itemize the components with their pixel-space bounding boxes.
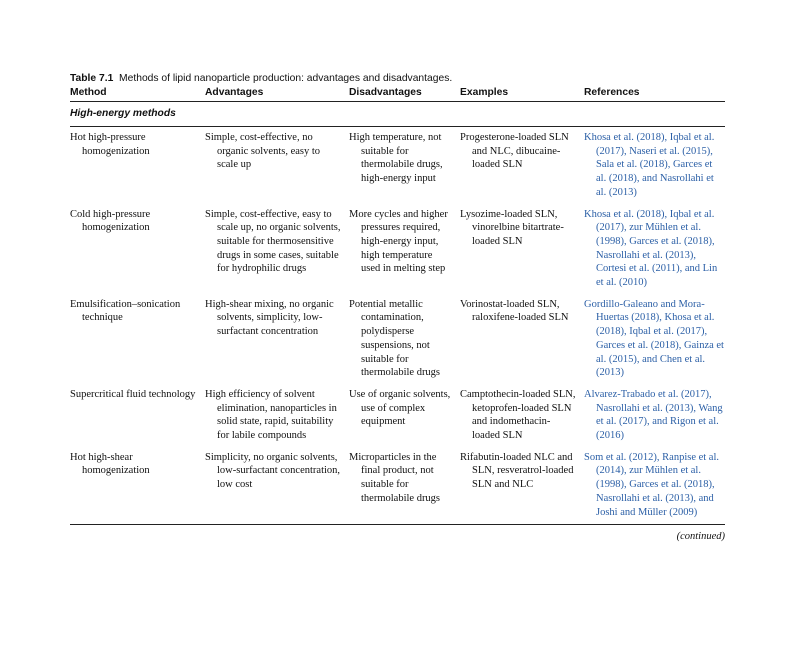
column-header-advantages: Advantages [205,86,349,102]
table-row [70,127,725,204]
advantages-cell: Simplicity, no organic solvents, low-surfactant concentration, low cost [205,447,349,525]
examples-cell: Rifabutin-loaded NLC and SLN, resveratrol-loaded SLN and NLC [460,447,584,525]
table-row [70,447,725,525]
advantages-cell: High-shear mixing, no organic solvents, simplicity, low-surfactant concentration [205,298,334,338]
references-cell[interactable]: Khosa et al. (2018), Iqbal et al. (2017), zur Mühlen et al. (1998), Garces et al. (2018), Nasrollahi et al. (2013), Cortesi et al. (2011), and Lin et al. (2010) [584,208,718,289]
references-cell[interactable]: Alvarez-Trabado et al. (2017), Nasrollahi et al. (2013), Wang et al. (2017), and Rigon et al. (2016) [584,388,723,442]
table-label: Table 7.1 [70,73,114,84]
method-cell: Supercritical fluid technology [70,388,196,400]
table-row [70,204,725,294]
references-cell[interactable]: Gordillo-Galeano and Mora-Huertas (2018), Khosa et al. (2018), Iqbal et al. (2017), Garces et al. (2018), Gainza et al. (2015), and Chen et al. (2013) [584,298,724,379]
disadvantages-cell: Potential metallic contamination, polydisperse suspensions, not suitable for thermolabile drugs [349,298,441,379]
table-row [70,294,725,384]
examples-cell: Progesterone-loaded SLN and NLC, dibucaine-loaded SLN [460,132,569,171]
disadvantages-cell: Microparticles in the final product, not suitable for thermolabile drugs [349,447,460,525]
table-title: Methods of lipid nanoparticle production: advantages and disadvantages. [119,73,453,84]
table-page [70,72,725,542]
method-cell: Hot high-pressure homogenization [70,132,150,157]
references-cell[interactable]: Khosa et al. (2018), Iqbal et al. (2017), Naseri et al. (2015), Sala et al. (2018), Garces et al. (2018), and Nasrollahi et al. (2013) [584,132,715,198]
disadvantages-cell: Use of organic solvents, use of complex equipment [349,388,451,428]
advantages-cell: High efficiency of solvent elimination, nanoparticles in solid state, rapid, suitability for labile compounds [205,388,337,442]
disadvantages-cell: More cycles and higher pressures required, high-energy input, high temperature used in melting step [349,208,448,275]
advantages-cell: Simple, cost-effective, no organic solvents, easy to scale up [205,132,321,171]
section-heading: High-energy methods [70,102,725,127]
column-header-disadvantages: Disadvantages [349,86,460,102]
section-row [70,102,725,127]
header-row [70,86,725,102]
column-header-examples: Examples [460,86,584,102]
method-cell: Hot high-shear homogenization [70,447,205,525]
examples-cell: Camptothecin-loaded SLN, ketoprofen-loaded SLN and indomethacin-loaded SLN [460,388,576,442]
methods-table [70,86,725,525]
method-cell: Emulsification–sonication technique [70,298,181,324]
examples-cell: Vorinostat-loaded SLN, raloxifene-loaded SLN [460,298,569,324]
examples-cell: Lysozime-loaded SLN, vinorelbine bitartrate-loaded SLN [460,208,564,247]
continued-note: (continued) [676,531,725,543]
references-cell[interactable]: Som et al. (2012), Ranpise et al. (2014), zur Mühlen et al. (1998), Garces et al. (2018), Nasrollahi et al. (2013), and Joshi and Müller (2009) [584,447,725,525]
column-header-method: Method [70,86,205,102]
table-caption [70,72,725,85]
disadvantages-cell: High temperature, not suitable for thermolabile drugs, high-energy input [349,132,443,185]
method-cell: Cold high-pressure homogenization [70,208,151,234]
advantages-cell: Simple, cost-effective, easy to scale up, no organic solvents, suitable for thermosensitive drugs in some cases, suitable for hydrophilic drugs [205,208,341,275]
column-header-references: References [584,86,725,102]
table-row [70,384,725,447]
